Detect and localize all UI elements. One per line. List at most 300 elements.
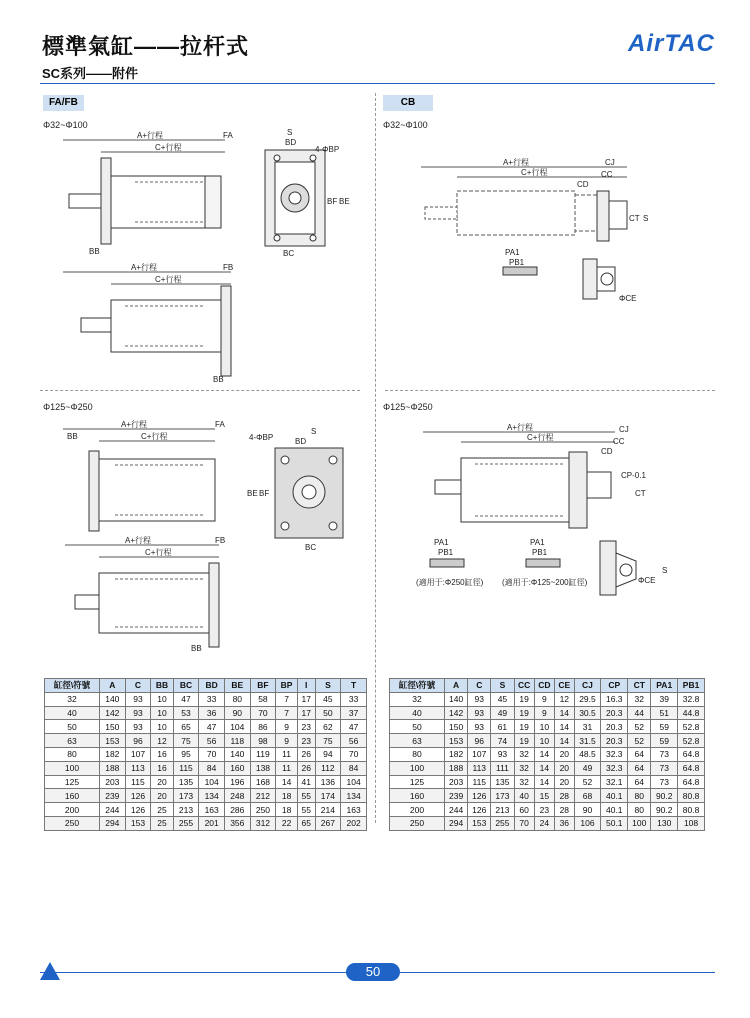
table-cell: 15	[534, 789, 554, 803]
label-bb-large: BB	[67, 432, 78, 441]
label-use-250: (適用于:Φ250缸徑)	[416, 578, 484, 587]
table-body	[45, 692, 367, 830]
label-a-stroke: A+行程	[137, 131, 164, 140]
section-tag-cb: CB	[383, 95, 433, 111]
table-cell: 40	[390, 706, 445, 720]
table-cell: 10	[151, 692, 173, 706]
table-cell: 52.8	[678, 720, 705, 734]
table-cell: 86	[250, 720, 276, 734]
table-cell: 59	[651, 734, 678, 748]
table-cell: 80	[628, 803, 651, 817]
label-bc-large: BC	[305, 543, 317, 552]
column-header: BC	[173, 679, 199, 693]
table-cell: 75	[315, 734, 341, 748]
label-fa-large: FA	[215, 420, 225, 429]
column-header: 缸徑\符號	[45, 679, 100, 693]
table-cell: 200	[390, 803, 445, 817]
table-cell: 20	[151, 775, 173, 789]
table-cell: 30.5	[574, 706, 601, 720]
table-cell: 14	[555, 720, 575, 734]
label-c-stroke: C+行程	[155, 143, 182, 152]
table-row	[390, 816, 705, 830]
table-cell: 106	[574, 816, 601, 830]
table-cell: 64.8	[678, 761, 705, 775]
table-cell: 90	[574, 803, 601, 817]
brand-logo: AirTAC	[628, 30, 715, 57]
table-cell: 65	[173, 720, 199, 734]
corner-logo-icon	[40, 962, 60, 980]
table-cell: 23	[297, 734, 315, 748]
table-cell: 64.8	[678, 747, 705, 761]
table-cell: 188	[445, 761, 468, 775]
table-cell: 126	[125, 803, 151, 817]
table-cell: 60	[514, 803, 534, 817]
table-cell: 201	[199, 816, 225, 830]
table-cell: 100	[628, 816, 651, 830]
table-cell: 33	[341, 692, 367, 706]
table-cell: 20	[555, 775, 575, 789]
table-cell: 80	[224, 692, 250, 706]
table-cell: 70	[514, 816, 534, 830]
table-cell: 112	[315, 761, 341, 775]
table-cell: 163	[199, 803, 225, 817]
table-cell: 39	[651, 692, 678, 706]
label-s-cb: S	[643, 214, 649, 223]
column-header: CD	[534, 679, 554, 693]
table-cell: 11	[276, 761, 298, 775]
label-a-stroke-fb-large: A+行程	[125, 536, 152, 545]
table-cell: 250	[250, 803, 276, 817]
table-cell: 26	[297, 761, 315, 775]
drawing-cb-pins-large	[410, 535, 680, 600]
label-fa: FA	[223, 131, 233, 140]
table-cell: 140	[100, 692, 126, 706]
table-cell: 47	[199, 720, 225, 734]
table-cell: 62	[315, 720, 341, 734]
table-cell: 73	[651, 775, 678, 789]
label-pa1: PA1	[505, 248, 520, 257]
table-cell: 55	[297, 789, 315, 803]
table-cell: 173	[173, 789, 199, 803]
table-cell: 160	[390, 789, 445, 803]
table-row	[45, 803, 367, 817]
drawing-fa-small	[55, 130, 245, 260]
table-cell: 90.2	[651, 789, 678, 803]
table-row	[45, 692, 367, 706]
range-label-large-right: Φ125~Φ250	[383, 402, 433, 412]
label-cp-large: CP-0.1	[621, 471, 646, 480]
table-cell: 93	[468, 692, 491, 706]
table-cell: 93	[491, 747, 514, 761]
table-cell: 196	[224, 775, 250, 789]
table-cell: 14	[555, 734, 575, 748]
label-c-stroke-fb-large: C+行程	[145, 548, 172, 557]
table-cell: 40	[45, 706, 100, 720]
table-cell: 294	[445, 816, 468, 830]
table-cell: 32	[390, 692, 445, 706]
table-cell: 20	[151, 789, 173, 803]
table-cell: 32	[514, 761, 534, 775]
page-title: 標準氣缸——拉杆式	[42, 34, 250, 59]
table-cell: 267	[315, 816, 341, 830]
table-cell: 40.1	[601, 789, 628, 803]
table-cell: 20.3	[601, 706, 628, 720]
table-cell: 73	[651, 761, 678, 775]
column-header: PB1	[678, 679, 705, 693]
table-cell: 47	[173, 692, 199, 706]
label-s-large: S	[311, 427, 317, 436]
table-cell: 18	[276, 803, 298, 817]
table-cell: 113	[125, 761, 151, 775]
table-cell: 9	[534, 692, 554, 706]
table-cell: 55	[297, 803, 315, 817]
table-cell: 286	[224, 803, 250, 817]
table-cell: 294	[100, 816, 126, 830]
table-cell: 56	[199, 734, 225, 748]
table-cell: 10	[534, 720, 554, 734]
table-cell: 37	[341, 706, 367, 720]
table-cell: 32.1	[601, 775, 628, 789]
label-bp: 4-ΦBP	[315, 145, 340, 154]
table-cell: 125	[390, 775, 445, 789]
column-header: S	[315, 679, 341, 693]
drawing-cb-small	[415, 155, 665, 305]
column-header: BD	[199, 679, 225, 693]
table-cell: 244	[445, 803, 468, 817]
table-cell: 126	[468, 803, 491, 817]
table-cell: 33	[199, 692, 225, 706]
table-cell: 36	[555, 816, 575, 830]
table-cell: 52	[628, 734, 651, 748]
table-cell: 49	[574, 761, 601, 775]
table-cell: 142	[100, 706, 126, 720]
column-header: A	[100, 679, 126, 693]
table-cell: 104	[341, 775, 367, 789]
table-cell: 115	[125, 775, 151, 789]
label-c-stroke-fb: C+行程	[155, 275, 182, 284]
spec-table-fa-fb	[44, 678, 367, 831]
table-cell: 135	[491, 775, 514, 789]
table-cell: 80.8	[678, 789, 705, 803]
table-cell: 50	[390, 720, 445, 734]
table-cell: 250	[390, 816, 445, 830]
label-cj: CJ	[605, 158, 615, 167]
table-cell: 17	[297, 692, 315, 706]
label-be: BE	[339, 197, 350, 206]
column-header: CT	[628, 679, 651, 693]
table-cell: 22	[276, 816, 298, 830]
table-row	[45, 775, 367, 789]
table-row	[45, 706, 367, 720]
table-cell: 50.1	[601, 816, 628, 830]
table-cell: 64	[628, 761, 651, 775]
table-cell: 23	[297, 720, 315, 734]
table-cell: 65	[297, 816, 315, 830]
table-cell: 70	[341, 747, 367, 761]
table-cell: 104	[199, 775, 225, 789]
label-pb1-large-a: PB1	[438, 548, 454, 557]
table-cell: 32	[628, 692, 651, 706]
table-cell: 14	[276, 775, 298, 789]
table-cell: 20.3	[601, 734, 628, 748]
table-cell: 47	[341, 720, 367, 734]
table-cell: 213	[173, 803, 199, 817]
table-row	[390, 803, 705, 817]
table-cell: 52	[574, 775, 601, 789]
table-cell: 32.8	[678, 692, 705, 706]
label-bf: BF	[327, 197, 338, 206]
table-cell: 19	[514, 734, 534, 748]
table-cell: 28	[555, 803, 575, 817]
table-cell: 70	[250, 706, 276, 720]
column-header: C	[125, 679, 151, 693]
table-cell: 160	[45, 789, 100, 803]
label-use-125-200: (適用于:Φ125~200缸徑)	[502, 578, 588, 587]
table-cell: 52.8	[678, 734, 705, 748]
table-cell: 136	[315, 775, 341, 789]
table-cell: 212	[250, 789, 276, 803]
table-row	[390, 747, 705, 761]
table-cell: 107	[468, 747, 491, 761]
drawing-fa-front-small	[255, 128, 355, 260]
table-cell: 100	[390, 761, 445, 775]
table-cell: 25	[151, 816, 173, 830]
label-bd: BD	[285, 138, 297, 147]
table-row	[390, 706, 705, 720]
table-cell: 64	[628, 747, 651, 761]
label-s: S	[287, 128, 293, 137]
table-cell: 80.8	[678, 803, 705, 817]
label-s-cb-large: S	[662, 566, 668, 575]
table-cell: 182	[100, 747, 126, 761]
label-fb-large: FB	[215, 536, 226, 545]
table-cell: 14	[534, 761, 554, 775]
table-cell: 64.8	[678, 775, 705, 789]
table-body	[390, 692, 705, 830]
table-cell: 93	[468, 720, 491, 734]
table-cell: 32	[514, 775, 534, 789]
table-cell: 14	[555, 706, 575, 720]
table-cell: 134	[199, 789, 225, 803]
table-cell: 248	[224, 789, 250, 803]
table-cell: 125	[45, 775, 100, 789]
table-cell: 26	[297, 747, 315, 761]
column-header: BB	[151, 679, 173, 693]
column-header: T	[341, 679, 367, 693]
table-cell: 138	[250, 761, 276, 775]
table-cell: 96	[125, 734, 151, 748]
table-cell: 130	[651, 816, 678, 830]
table-cell: 80	[628, 789, 651, 803]
table-cell: 153	[468, 816, 491, 830]
table-row	[45, 816, 367, 830]
column-header: I	[297, 679, 315, 693]
page-subtitle: SC系列——附件	[42, 66, 139, 81]
column-header: PA1	[651, 679, 678, 693]
table-cell: 73	[651, 747, 678, 761]
table-cell: 84	[199, 761, 225, 775]
table-cell: 96	[468, 734, 491, 748]
table-cell: 93	[468, 706, 491, 720]
row-separator-right	[385, 390, 715, 391]
table-cell: 48.5	[574, 747, 601, 761]
column-header: S	[491, 679, 514, 693]
table-cell: 40	[514, 789, 534, 803]
table-cell: 52	[628, 720, 651, 734]
label-ct: CT	[629, 214, 640, 223]
table-cell: 44	[628, 706, 651, 720]
column-header: CP	[601, 679, 628, 693]
table-row	[45, 761, 367, 775]
table-cell: 51	[651, 706, 678, 720]
table-cell: 19	[514, 720, 534, 734]
table-cell: 200	[45, 803, 100, 817]
table-cell: 58	[250, 692, 276, 706]
table-row	[45, 720, 367, 734]
label-cj-large: CJ	[619, 425, 629, 434]
table-cell: 90.2	[651, 803, 678, 817]
table-cell: 250	[45, 816, 100, 830]
table-cell: 90	[224, 706, 250, 720]
table-row	[390, 734, 705, 748]
table-cell: 50	[45, 720, 100, 734]
table-cell: 29.5	[574, 692, 601, 706]
table-cell: 32	[514, 747, 534, 761]
table-cell: 16	[151, 761, 173, 775]
table-cell: 20	[555, 761, 575, 775]
column-header: BE	[224, 679, 250, 693]
table-cell: 214	[315, 803, 341, 817]
column-header: CJ	[574, 679, 601, 693]
table-cell: 31.5	[574, 734, 601, 748]
table-cell: 32	[45, 692, 100, 706]
table-cell: 113	[468, 761, 491, 775]
table-cell: 150	[445, 720, 468, 734]
table-row	[45, 747, 367, 761]
column-header: 缸徑\符號	[390, 679, 445, 693]
column-separator	[375, 93, 376, 823]
table-cell: 17	[297, 706, 315, 720]
label-bb-fb: BB	[213, 375, 224, 384]
label-bb: BB	[89, 247, 100, 256]
table-cell: 19	[514, 692, 534, 706]
table-cell: 80	[390, 747, 445, 761]
label-cd: CD	[577, 180, 589, 189]
label-pb1: PB1	[509, 258, 525, 267]
table-cell: 12	[151, 734, 173, 748]
label-c-stroke-large: C+行程	[141, 432, 168, 441]
table-cell: 49	[491, 706, 514, 720]
column-header: C	[468, 679, 491, 693]
table-cell: 40.1	[601, 803, 628, 817]
table-cell: 239	[445, 789, 468, 803]
row-separator-left	[40, 390, 360, 391]
table-header-row	[45, 679, 367, 693]
table-cell: 115	[173, 761, 199, 775]
table-cell: 14	[534, 747, 554, 761]
drawing-fb-large	[55, 535, 245, 655]
table-cell: 9	[534, 706, 554, 720]
table-cell: 12	[555, 692, 575, 706]
table-cell: 115	[468, 775, 491, 789]
table-cell: 202	[341, 816, 367, 830]
label-a-stroke-large: A+行程	[121, 420, 148, 429]
column-header: CE	[555, 679, 575, 693]
drawing-fb-small	[55, 262, 245, 386]
table-cell: 140	[445, 692, 468, 706]
table-row	[390, 775, 705, 789]
table-cell: 95	[173, 747, 199, 761]
table-cell: 182	[445, 747, 468, 761]
spec-table-cb	[389, 678, 705, 831]
table-cell: 32.3	[601, 747, 628, 761]
table-cell: 134	[341, 789, 367, 803]
table-cell: 160	[224, 761, 250, 775]
label-bp-large: 4-ΦBP	[249, 433, 274, 442]
label-a-stroke-cb-large: A+行程	[507, 423, 534, 432]
table-cell: 44.8	[678, 706, 705, 720]
table-row	[390, 692, 705, 706]
label-a-stroke-fb: A+行程	[131, 263, 158, 272]
label-a-stroke-cb: A+行程	[503, 158, 530, 167]
table-cell: 25	[151, 803, 173, 817]
table-cell: 18	[276, 789, 298, 803]
page-number: 50	[346, 963, 400, 981]
table-cell: 118	[224, 734, 250, 748]
table-cell: 93	[125, 692, 151, 706]
table-row	[390, 720, 705, 734]
table-cell: 100	[45, 761, 100, 775]
table-cell: 104	[224, 720, 250, 734]
table-cell: 174	[315, 789, 341, 803]
table-cell: 32.3	[601, 761, 628, 775]
table-cell: 24	[534, 816, 554, 830]
table-cell: 93	[125, 720, 151, 734]
table-cell: 255	[173, 816, 199, 830]
table-cell: 126	[125, 789, 151, 803]
drawing-cb-large	[415, 422, 665, 532]
column-header: CC	[514, 679, 534, 693]
table-cell: 203	[445, 775, 468, 789]
label-cd-large: CD	[601, 447, 613, 456]
section-tag-fa-fb: FA/FB	[43, 95, 84, 111]
table-cell: 163	[341, 803, 367, 817]
table-cell: 20.3	[601, 720, 628, 734]
table-cell: 70	[199, 747, 225, 761]
table-row	[390, 789, 705, 803]
table-cell: 45	[315, 692, 341, 706]
column-header: BP	[276, 679, 298, 693]
table-cell: 14	[534, 775, 554, 789]
table-cell: 153	[125, 816, 151, 830]
label-ct-large: CT	[635, 489, 646, 498]
label-ce: ΦCE	[619, 294, 637, 303]
table-cell: 16	[151, 747, 173, 761]
table-cell: 68	[574, 789, 601, 803]
label-ce-large: ΦCE	[638, 576, 656, 585]
table-cell: 50	[315, 706, 341, 720]
table-cell: 59	[651, 720, 678, 734]
table-cell: 135	[173, 775, 199, 789]
table-cell: 61	[491, 720, 514, 734]
table-row	[390, 761, 705, 775]
label-cc: CC	[601, 170, 613, 179]
table-cell: 173	[491, 789, 514, 803]
table-cell: 11	[276, 747, 298, 761]
table-cell: 203	[100, 775, 126, 789]
table-cell: 239	[100, 789, 126, 803]
table-cell: 41	[297, 775, 315, 789]
